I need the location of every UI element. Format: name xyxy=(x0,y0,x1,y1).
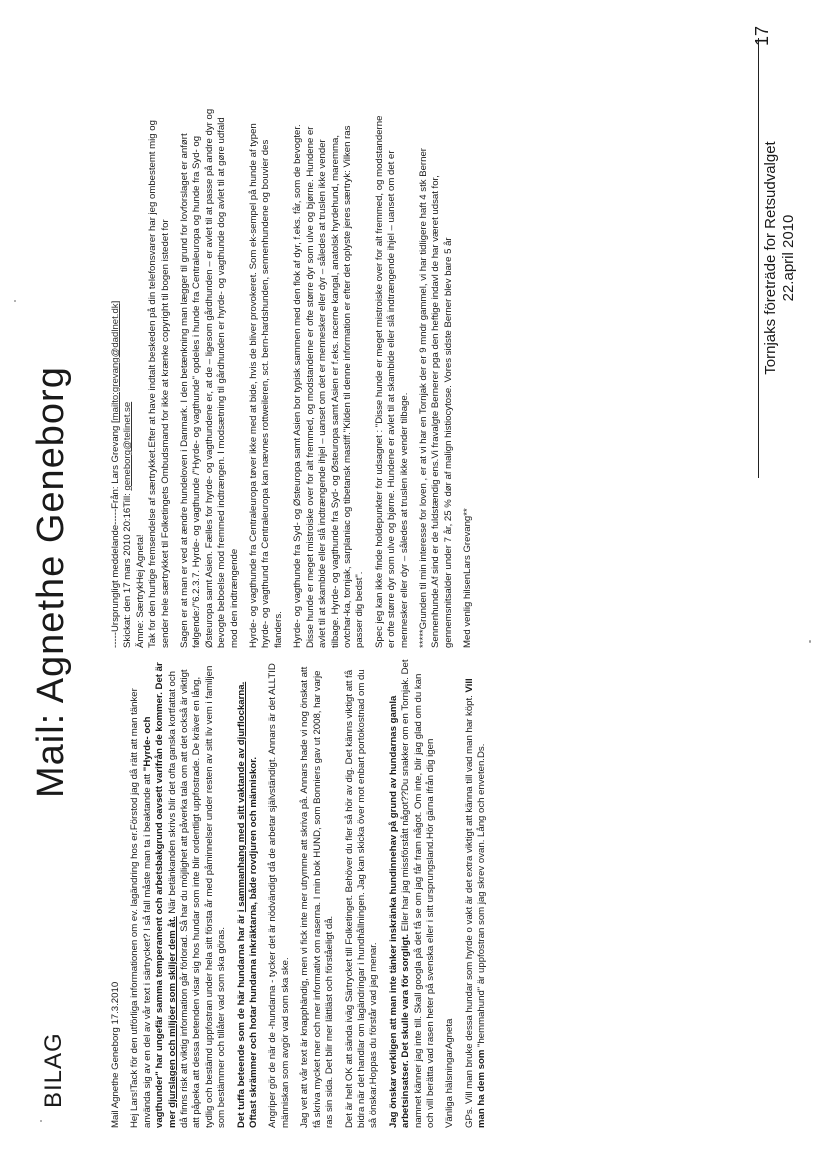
page-number: 17 xyxy=(752,26,772,47)
left-paragraph-5: Det är helt OK att sända iväg Särtrycket till Folketinget. Behöver du fler så hör av dig. Det känns viktigt att få bidra när det handlar om lagändringar i hundhållningen. Jag kan skicka över mot enbart portokostnad om du så önskar.Hoppas du förstår vad jag menar. xyxy=(343,669,380,1128)
email-header-subject: Ämne: SærtrykHej Agneta! xyxy=(134,534,146,648)
left-paragraph-6 xyxy=(388,658,438,1128)
bold-span: Det tuffa beteende som de här hundarna har är xyxy=(235,912,247,1128)
email-header-from xyxy=(110,108,122,648)
right-paragraph-2: Sagen er at man er ved at ændre hundeloven i Danmark. I den betænkning man lægger til grund for lovforslaget er anført følgende:/"6.2.3.7. Hyrde- og vagthunde /"Hyrde- og vagthunde" opdeles i hunde fra Centraleuropa og hunde fra Syd- og Østeuropa samt Asien. Fælles for hyrde- og vagthundene er, at de – ligesom gårdhunden – er avlet til at passe på andre dyr og bevogte beboelse mod fremmed indtrængen. I modsætning til gårdhunden er hyrde- og vagthunde dog avlet til at gøre udfald mod den indtrængende xyxy=(179,108,240,648)
right-paragraph-5: Spec jeg kan ikke finde holdepunkter for udsagnet : "Disse hunde er meget mistroiske over for alt fremmed, og modstanderne er ofte større dyr som ulve og bjørne. Hundene er avlet til at skambide eller slå indtrængende ihjel – uanset om det er mennesker eller dyr – således at truslen ikke vender tilbage. xyxy=(373,115,410,648)
right-paragraph-6: *****Grunden til min interesse for loven , er at vi har en Tornjak der er 9 mndr gammel, vi har tidligere haft 4 stk Berner Sennenhunde.Af sind er de fuldstændig ens.Vi fravalgte Bernerer pga den heftige indavl de har været udsat for, gennemsnitsalder under 7 år, 25 % dør af malign histiocytose. Vores sidste Berner blev bare 5 år xyxy=(417,148,454,648)
footer-date: 22.april 2010 xyxy=(780,214,797,302)
left-heading: Mail Agnethe Geneborg 17.3.2010 xyxy=(110,981,121,1128)
email-link-grevang[interactable]: mailto:grevang@dadlnet.dk xyxy=(110,303,121,421)
left-paragraph-4: Jag vet att vår text är knapphändig, men vi fick inte mer utrymme att skriva på. Annars hade vi nog önskat att få skriva mycket mer och mer informativt om raserna. I min bok HUND, som Bonniers gav ut 2008, har varje ras sin sida. Det blir mer lättläst och förståeligt då. xyxy=(299,666,336,1128)
footer xyxy=(762,38,798,478)
footer-title: Tornjaks företräde for Retsudvalget xyxy=(762,141,779,375)
text-span: Hej Lars!Tack för den utförliga informationen om ev. lagändring hos er.Förstod jag då rätt att man tänker använda sig av en del av vår text i särtrycket? I så fall måste man ta i beaktande att xyxy=(129,688,153,1128)
text-span: -----Ursprungligt meddelande-----Från: Lars Grevang [ xyxy=(110,420,121,648)
email-link-geneborg[interactable]: geneborg@telinet.se xyxy=(122,401,134,491)
bold-span: Oftast skrämmer och hotar hundarna inkräktarna, både rovdjuren och människor. xyxy=(248,756,260,1128)
text-span: Eller har jag missförstått något??Du snakker om en Tornjak. Det namnet känner jag inte till. Skall googla på det få se om jag får fram något. Om inte, blir jag glad om du kan och vill berätta vad rasen heter på svenska eller i sitt ursprungsland.Hör gärna ifrån dig igen xyxy=(400,659,436,1128)
text-span: GPs. Vill man bruke dessa hundar som hyrde o vakt är det extra viktigt att känna till vad man har köpt. xyxy=(463,692,475,1128)
footer-rule xyxy=(758,38,759,478)
left-paragraph-1 xyxy=(129,658,228,1128)
bold-span: Vill man ha dem som xyxy=(463,678,488,1128)
left-postscript xyxy=(464,658,489,1128)
bilag-label: BILAG xyxy=(40,1032,67,1108)
left-paragraph-3: Angriper gör de när de -hundarna - tycker det är nödvändigt då de arbetar självständigt. Annars är det ALLTID människan som avgör vad som ska ske. xyxy=(267,663,291,1128)
text-span: ] xyxy=(110,300,121,304)
page-title: Mail: Agnethe Geneborg xyxy=(30,366,72,798)
text-span: Skickat: den 17 mars 2010 20:16Till: xyxy=(122,490,134,648)
right-paragraph-3: Hyrde- og vagthunde fra Centraleuropa tøver ikke med at bide, hvis de bliver provokeret. Som ek-sempel på hunde af typen hyrde- og vagthund fra Centraleuropa kan nævnes rottweileren, sct. bern-hardshunden, sennenhundene og bouvier des flanders. xyxy=(248,123,284,648)
bold-span: "Hyrde- och vagthunder" har ungefär samma temperament och arbetsbakgrund oavsett varifrån de kommer. Det är mer xyxy=(141,662,178,1128)
bold-underline-span: i sammanhang med sitt vaktande av djurflockarna. xyxy=(235,681,247,913)
right-column-email xyxy=(110,108,482,648)
right-paragraph-4: Hyrde- og vagthunde fra Syd- og Østeuropa samt Asien bor typisk sammen med den flok af dyr, f.eks. får, som de bevogter. Disse hunde er meget mistroiske over for alt fremmed, og modstanderne er ofte større dyr som ulve og bjørne. Hundene er avlet til at skambide eller slå indtrængende ihjel – uanset om det er mennesker eller dyr – således at truslen ikke vender tilbage. Hyrde- og vagthunde fra Syd- og Østeuropa samt Asien er f.eks. racerne kangal, anatolsk hyrdehund, maremma, ovtchar-ka, tornjak, sarplaniac og tibetansk mastiff."Kilden til denne information er efter det oplyste jeres særtryk: Vilken ras passer dig bedst". xyxy=(292,124,366,648)
email-header-sent xyxy=(122,108,134,648)
left-paragraph-2 xyxy=(236,658,261,1128)
left-column-email xyxy=(110,658,496,1128)
bold-span: Jag önskar verkligen att man inte tänker inskränka hundinnehav på grund av hundarnas gamla arbetsinsatser. Det skulle vara för sorgligt. xyxy=(387,695,412,1128)
text-span: När betänkanden skrivs blir det ofta ganska kortfattat och då finns risk att viktig information går förlorad. Så har du möjlighet att påverka tala om att det också är viktigt att påpeka att dessa betenden visar sig hos hundar som inte blir ordentligt uppfostrade. De kräver en lång, tydlig och bestämd uppfostran under hela sitt första år med påminnelser under resten av sitt liv vem i familjen som bestämmer och tillåter vad som ska göras. xyxy=(166,665,228,1128)
text-span: "hemmahund" är uppfostran som jag skrev ovan. Lång och enveten.Ds. xyxy=(476,743,488,1050)
bold-underline-span: djurslagen och miljöer som skiljer dem åt. xyxy=(166,916,178,1108)
right-paragraph-1: Tak for den hurtige fremsendelse af særtrykket.Efter at have indtalt beskeden på din telefonsvarer har jeg ombestemt mig og sender hele særtrykket til Folketingets Ombudsmand for ikke at krænke copyright til bogen istedet for xyxy=(147,120,171,648)
right-signature: Med venlig hilsenLars Grevang** xyxy=(462,508,474,648)
left-signature: Vänliga hälsningarAgneta xyxy=(444,1018,456,1128)
